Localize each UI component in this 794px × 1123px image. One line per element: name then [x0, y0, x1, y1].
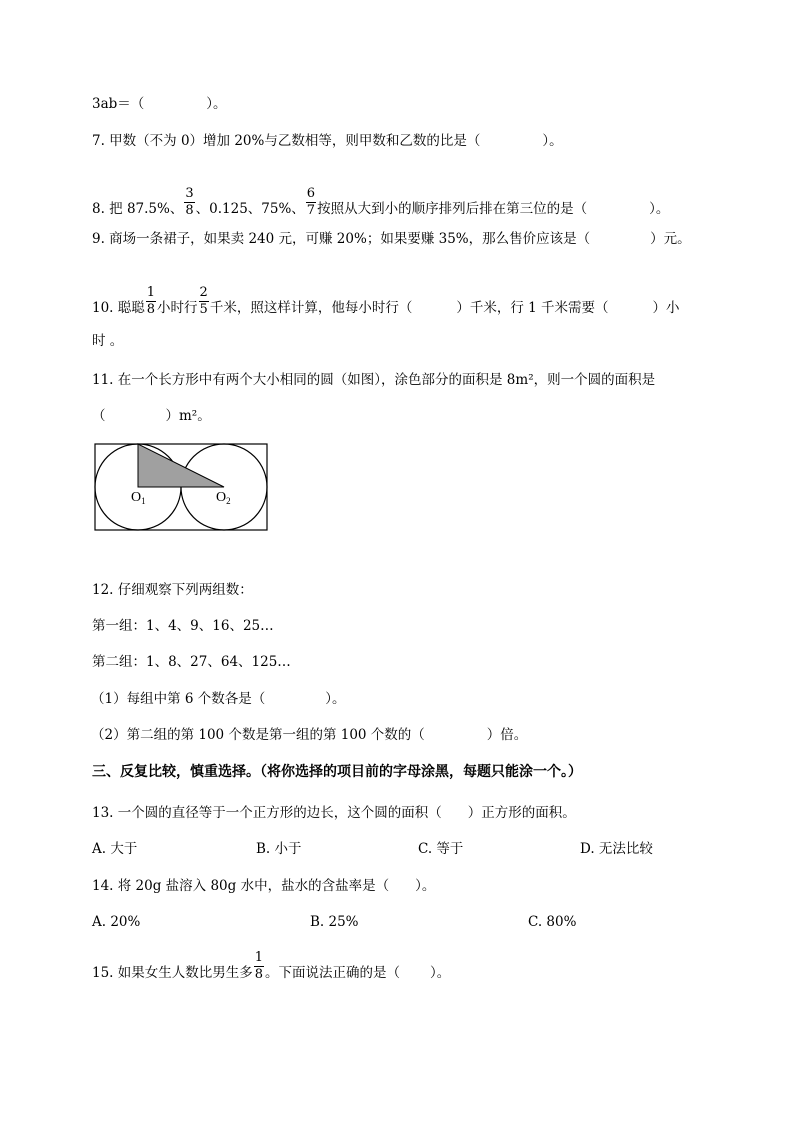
sub1-prefix: （1）每组中第 6 个数各是（ [91, 691, 266, 707]
fraction-numerator: 3 [185, 186, 194, 201]
question-8 [92, 186, 670, 225]
sub2-prefix: （2）第二组的第 100 个数是第一组的第 100 个数的（ [91, 727, 425, 743]
q15-prefix: 15. 如果女生人数比男生多 [92, 965, 253, 981]
q14-option-a[interactable]: A. 20% [92, 914, 141, 930]
q14-text: 14. 将 20g 盐溶入 80g 水中，盐水的含盐率是（ [92, 878, 390, 894]
q13-text: 13. 一个圆的直径等于一个正方形的边长，这个圆的面积（ [92, 805, 442, 821]
q12-text: 12. 仔细观察下列两组数： [92, 582, 253, 598]
question-11-line2 [92, 407, 211, 425]
q13-option-c[interactable]: C. 等于 [418, 841, 464, 857]
rectangle-two-circles-figure [94, 443, 270, 533]
question-12 [92, 581, 253, 599]
q10-line2-text: 时 。 [92, 333, 124, 349]
label-o2: $O_2$ [216, 490, 231, 506]
q8-suffix: ）。 [649, 201, 670, 217]
q12-group2 [92, 653, 291, 671]
label-o1: $O_1$ [131, 490, 146, 506]
q12-group1 [92, 617, 274, 635]
fraction [254, 951, 264, 982]
fraction-denominator: 5 [199, 302, 208, 317]
fraction-denominator: 8 [146, 302, 156, 317]
q8-after: 按照从大到小的顺序排列后排在第三位的是（ [317, 201, 588, 217]
question-13 [92, 804, 576, 822]
section-3-heading [92, 763, 582, 781]
fraction-denominator: 7 [306, 203, 316, 218]
q13-option-a[interactable]: A. 大于 [92, 841, 138, 857]
question-15 [92, 950, 451, 989]
fraction [199, 286, 209, 317]
question-14 [92, 877, 435, 895]
fraction [146, 286, 156, 317]
q10-mid3: ）千米，行 1 千米需要（ [456, 300, 609, 316]
q13-suffix: ）正方形的面积。 [467, 805, 576, 821]
q9-suffix: ）元。 [650, 231, 691, 247]
question-9 [92, 230, 691, 248]
q6-suffix: ）。 [206, 96, 227, 112]
q10-mid2: 千米，照这样计算，他每小时行（ [209, 300, 413, 316]
q7-suffix: ）。 [542, 133, 563, 149]
q15-after: 。下面说法正确的是（ [265, 965, 401, 981]
q11-line2-suffix: ）m²。 [165, 408, 211, 424]
sub2-suffix: ）倍。 [486, 727, 528, 743]
question-10 [92, 285, 680, 324]
q12-sub1 [91, 690, 346, 708]
q10-mid1: 小时行 [157, 300, 198, 316]
q14-suffix: ）。 [415, 878, 436, 894]
q13-option-b[interactable]: B. 小于 [256, 841, 302, 857]
group1-text: 第一组：1、4、9、16、25… [92, 618, 274, 634]
q7-text: 7. 甲数（不为 0）增加 20%与乙数相等，则甲数和乙数的比是（ [92, 133, 481, 149]
q9-text: 9. 商场一条裙子，如果卖 240 元，可赚 20%；如果要赚 35%，那么售价应该是（ [92, 231, 591, 247]
q15-suffix: ）。 [430, 965, 451, 981]
shaded-triangle [138, 444, 224, 487]
q13-option-d[interactable]: D. 无法比较 [580, 841, 653, 857]
q6-prefix: 3ab＝（ [92, 96, 145, 112]
fraction-numerator: 2 [199, 285, 208, 300]
question-11 [92, 371, 655, 389]
q10-prefix: 10. 聪聪 [92, 300, 145, 316]
q11-line2-prefix: （ [92, 408, 106, 424]
q11-text: 11. 在一个长方形中有两个大小相同的圆（如图），涂色部分的面积是 8m²，则一个圆的面积是 [92, 372, 656, 388]
question-7 [92, 132, 563, 150]
fraction-denominator: 8 [185, 203, 194, 218]
q14-option-c[interactable]: C. 80% [528, 914, 577, 930]
section-3-text: 三、反复比较，慎重选择。（将你选择的项目前的字母涂黑，每题只能涂一个。） [92, 764, 582, 780]
fraction-denominator: 8 [254, 967, 264, 982]
fraction [306, 187, 316, 218]
q8-middle: 、0.125、75%、 [195, 201, 305, 217]
fraction-numerator: 1 [146, 285, 156, 300]
question-10-line2 [92, 332, 123, 350]
fraction [184, 187, 194, 218]
q8-prefix: 8. 把 87.5%、 [92, 201, 184, 217]
q12-sub2 [91, 726, 527, 744]
sub1-suffix: ）。 [325, 691, 346, 707]
q10-suffix: ）小 [652, 300, 680, 316]
group2-text: 第二组：1、8、27、64、125… [92, 654, 291, 670]
fraction-numerator: 6 [306, 186, 316, 201]
q14-option-b[interactable]: B. 25% [310, 914, 359, 930]
q6-tail-line [92, 95, 227, 113]
fraction-numerator: 1 [254, 950, 264, 965]
